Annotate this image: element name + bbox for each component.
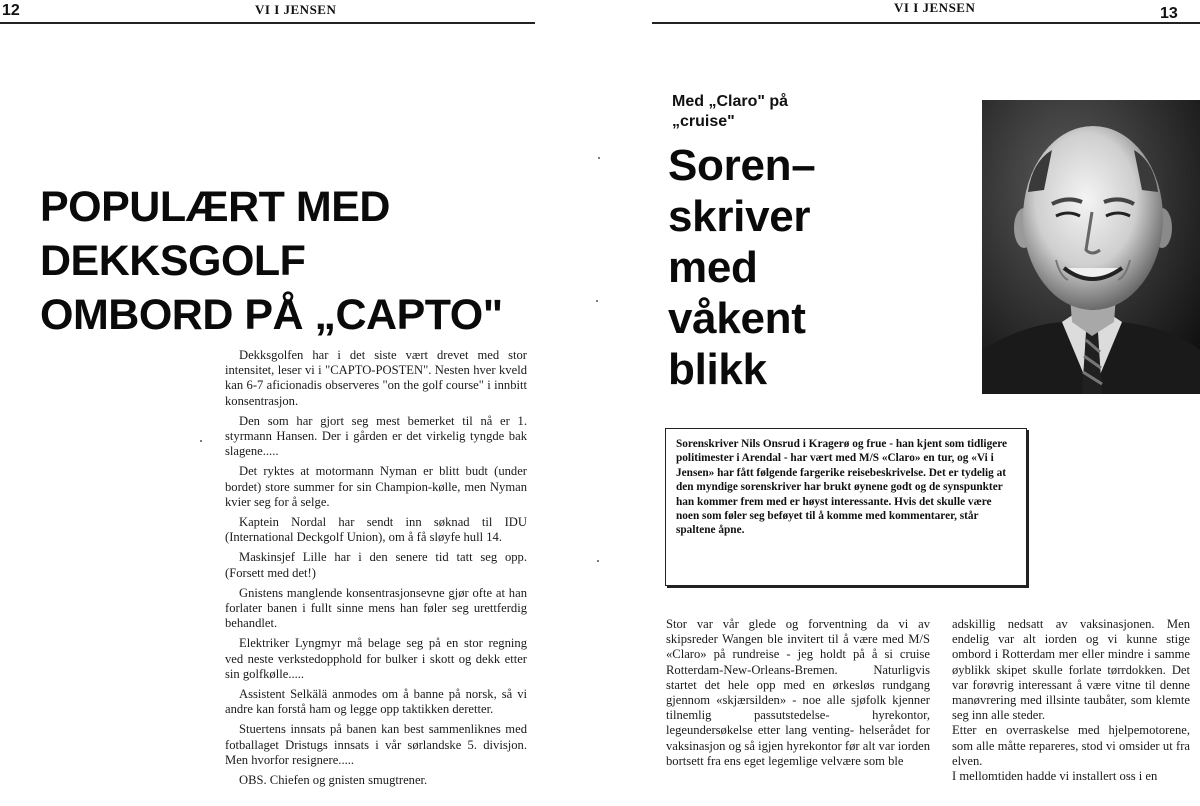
- paragraph: I mellomtiden hadde vi installert oss i en: [952, 769, 1158, 784]
- headline-line: POPULÆRT MED: [40, 183, 390, 231]
- paragraph: Gnistens manglende konsentrasjonsevne gjør ofte at han forlater banen i fullt sinne mens han føler seg urettferdig behandlet.: [225, 585, 527, 631]
- print-speck: [597, 560, 599, 562]
- print-speck: [596, 300, 598, 302]
- intro-box: Sorenskriver Nils Onsrud i Kragerø og frue - han kjent som tidligere politimester i Arendal - har vært med M/S «Claro» en tur, og «Vi i Jensen» har fått følgende fargerike reisebeskrivelse. Det er tydelig at den myndige sorenskriver har brukt øynene godt og de synspunkter han kommer frem med er høyst interessante. Hvis det skulle være noen som føler seg beføyet til å komme med kommentarer, står spaltene åpne.: [665, 428, 1027, 586]
- headline-line: våkent: [668, 294, 806, 343]
- headline-line: blikk: [668, 345, 767, 394]
- running-head-left: VI I JENSEN: [255, 2, 337, 17]
- header-rule-left: [0, 22, 535, 24]
- left-headline: [40, 180, 503, 342]
- paragraph: Maskinsjef Lille har i den senere tid tatt seg opp. (Forsett med det!): [225, 550, 527, 580]
- kicker-line: Med „Claro" på: [672, 93, 789, 110]
- paragraph: adskillig nedsatt av vaksinasjonen. Men endelig var alt iorden og vi kunne stige ombord i Rotterdam mer eller mindre i samme øyblikk skipet skulle forlate tørrdokken. Det var forøvrig interessant å være vitne til denne manøvrering med illsinte taubåter, som klemte seg inn alle steder.: [952, 617, 1190, 723]
- paragraph: Kaptein Nordal har sendt inn søknad til IDU (International Deckgolf Union), om å få sløyfe hull 14.: [225, 515, 527, 545]
- headline-line: DEKKSGOLF: [40, 237, 306, 285]
- page-number-right: 13: [1160, 5, 1178, 22]
- kicker-line: „cruise": [672, 113, 735, 130]
- paragraph: Assistent Selkälä anmodes om å banne på norsk, så vi andre kan forstå ham og legge opp taktikken deretter.: [225, 687, 527, 717]
- headline-line: Soren–: [668, 141, 816, 190]
- headline-line: med: [668, 243, 758, 292]
- headline-line: OMBORD PÅ „CAPTO": [40, 291, 503, 339]
- paragraph: Det ryktes at motormann Nyman er blitt budt (under bordet) store summer for sin Champion-kølle, men Nyman kvier seg for å selge.: [225, 464, 527, 509]
- left-article-body: [225, 348, 527, 793]
- print-speck: [200, 440, 202, 442]
- paragraph: Stor var vår glede og forventning da vi av skipsreder Wangen ble invitert til å være med M/S «Claro» på rundreise - jeg holdt på å si cruise Rotterdam-New-Orleans-Bremen. Naturligvis startet det hele opp med en ørkesløs rundgang gjennom «skjærsilden» - noe alle sjøfolk kjenner tilnemlig passutstedelse- hyrekontor, legeundersøkelse etter lang venting- helserådet for vaksinasjon og så igjen hyrekontor før alt var iorden bortsett fra ens eget legemlige velvære som ble: [666, 617, 930, 768]
- page-number-left: 12: [2, 2, 20, 19]
- headline-line: skriver: [668, 192, 811, 241]
- running-head-right: VI I JENSEN: [894, 0, 976, 15]
- header-rule-right: [652, 22, 1200, 24]
- right-headline: [668, 140, 815, 395]
- paragraph: Etter en overraskelse med hjelpemotorene, som alle måtte repareres, stod vi omsider ut fra elven.: [952, 723, 1190, 768]
- paragraph: Den som har gjort seg mest bemerket til nå er 1. styrmann Hansen. Der i gården er det virkelig tyngde bak slagene.....: [225, 413, 527, 459]
- right-page: [600, 0, 1200, 806]
- paragraph: Dekksgolfen har i det siste vært drevet med stor intensitet, leser vi i "CAPTO-POSTEN". Nesten hver kveld kan 6-7 aficionadis observeres "on the golf course" i innbitt konsentrasjon.: [225, 348, 527, 408]
- portrait-photo: [982, 100, 1200, 394]
- kicker: [672, 92, 788, 132]
- right-article-column-1: [666, 617, 930, 774]
- paragraph: Elektriker Lyngmyr må belage seg på en stor regning ved neste verkstedopphold for bulker i skott og dekk etter sin golfkølle.....: [225, 636, 527, 681]
- paragraph: Stuertens innsats på banen kan best sammenliknes med fotballaget Dristugs innsats i vår sørlandske 5. divisjon. Men hvorfor resignere.....: [225, 722, 527, 767]
- paragraph: OBS. Chiefen og gnisten smugtrener.: [239, 773, 428, 788]
- right-article-column-2: [952, 617, 1190, 789]
